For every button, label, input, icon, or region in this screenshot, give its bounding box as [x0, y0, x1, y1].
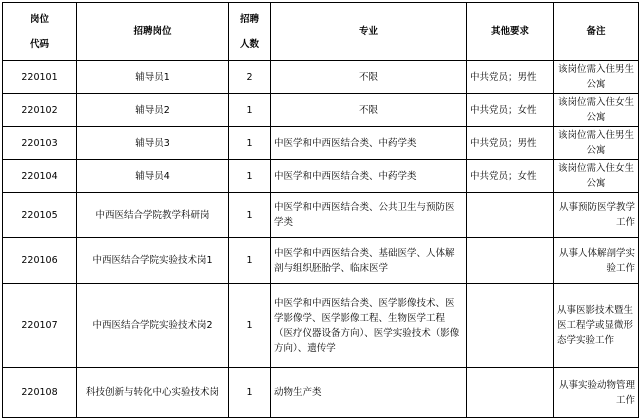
cell-code: 220108 — [3, 368, 77, 418]
cell-major: 中医学和中西医结合类、医学影像技术、医学影像学、医学影像工程、生物医学工程（医疗仪器设备方向）、医学实验技术（影像方向）、遗传学 — [271, 284, 467, 368]
cell-major: 不限 — [271, 94, 467, 127]
header-row — [3, 3, 639, 61]
cell-other-requirements — [467, 193, 554, 238]
cell-code: 220101 — [3, 61, 77, 94]
cell-other-requirements: 中共党员；女性 — [467, 94, 554, 127]
cell-other-requirements — [467, 238, 554, 284]
cell-position: 中西医结合学院实验技术岗1 — [77, 238, 229, 284]
cell-major: 中医学和中西医结合类、中药学类 — [271, 127, 467, 160]
cell-count: 1 — [229, 193, 271, 238]
cell-code: 220104 — [3, 160, 77, 193]
table-row — [3, 127, 639, 160]
cell-count: 1 — [229, 160, 271, 193]
header-other-requirements: 其他要求 — [467, 3, 554, 61]
cell-other-requirements — [467, 284, 554, 368]
cell-other-requirements: 中共党员；男性 — [467, 61, 554, 94]
cell-remark: 该岗位需入住女生公寓 — [554, 94, 639, 127]
cell-position: 辅导员4 — [77, 160, 229, 193]
cell-count: 1 — [229, 238, 271, 284]
cell-code: 220107 — [3, 284, 77, 368]
cell-position: 辅导员3 — [77, 127, 229, 160]
header-count-line1: 招聘 — [239, 13, 259, 25]
header-position: 招聘岗位 — [77, 3, 229, 61]
cell-code: 220102 — [3, 94, 77, 127]
cell-position: 辅导员1 — [77, 61, 229, 94]
cell-count: 1 — [229, 368, 271, 418]
cell-position: 辅导员2 — [77, 94, 229, 127]
cell-position: 科技创新与转化中心实验技术岗 — [77, 368, 229, 418]
cell-other-requirements: 中共党员；女性 — [467, 160, 554, 193]
table-row — [3, 94, 639, 127]
cell-remark: 从事医影技术暨生医工程学或显微形态学实验工作 — [554, 284, 639, 368]
cell-remark: 从事实验动物管理工作 — [554, 368, 639, 418]
table-row — [3, 61, 639, 94]
header-remark: 备注 — [554, 3, 639, 61]
table-row — [3, 193, 639, 238]
header-major: 专业 — [271, 3, 467, 61]
cell-count: 1 — [229, 94, 271, 127]
table-row — [3, 284, 639, 368]
cell-remark: 从事人体解剖学实验工作 — [554, 238, 639, 284]
cell-major: 中医学和中西医结合类、中药学类 — [271, 160, 467, 193]
header-count — [229, 3, 271, 61]
header-code-line2: 代码 — [29, 38, 49, 50]
cell-count: 2 — [229, 61, 271, 94]
cell-position: 中西医结合学院实验技术岗2 — [77, 284, 229, 368]
header-position-code — [3, 3, 77, 61]
cell-remark: 该岗位需入住女生公寓 — [554, 160, 639, 193]
table-row — [3, 238, 639, 284]
cell-code: 220105 — [3, 193, 77, 238]
cell-position: 中西医结合学院教学科研岗 — [77, 193, 229, 238]
cell-remark: 该岗位需入住男生公寓 — [554, 61, 639, 94]
cell-major: 中医学和中西医结合类、基础医学、人体解剖与组织胚胎学、临床医学 — [271, 238, 467, 284]
recruitment-table — [2, 2, 639, 418]
cell-code: 220103 — [3, 127, 77, 160]
header-code-line1: 岗位 — [29, 13, 49, 25]
cell-remark: 该岗位需入住男生公寓 — [554, 127, 639, 160]
cell-count: 1 — [229, 284, 271, 368]
header-count-line2: 人数 — [239, 38, 259, 50]
table-row — [3, 368, 639, 418]
cell-other-requirements — [467, 368, 554, 418]
cell-major: 不限 — [271, 61, 467, 94]
cell-major: 动物生产类 — [271, 368, 467, 418]
table-row — [3, 160, 639, 193]
cell-code: 220106 — [3, 238, 77, 284]
cell-count: 1 — [229, 127, 271, 160]
cell-major: 中医学和中西医结合类、公共卫生与预防医学类 — [271, 193, 467, 238]
cell-remark: 从事预防医学教学工作 — [554, 193, 639, 238]
cell-other-requirements: 中共党员；男性 — [467, 127, 554, 160]
